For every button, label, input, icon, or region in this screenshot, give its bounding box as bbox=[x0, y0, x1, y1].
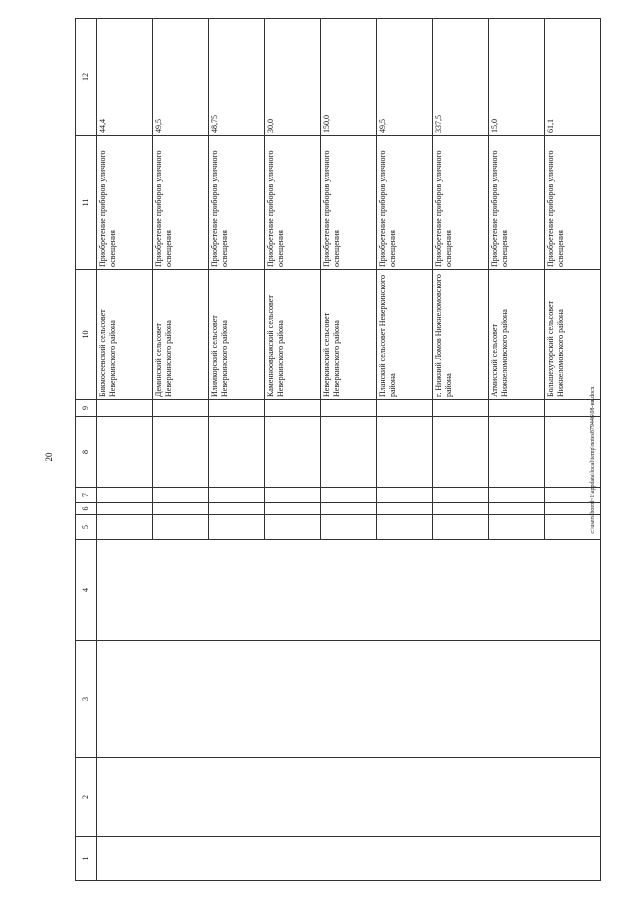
amount-cell: 15,0 bbox=[489, 19, 545, 136]
table-cell bbox=[489, 417, 545, 488]
table-cell bbox=[545, 503, 601, 515]
table-cell bbox=[265, 503, 321, 515]
table-cell bbox=[545, 417, 601, 488]
table-cell bbox=[545, 488, 601, 503]
table-cell bbox=[489, 515, 545, 540]
table-cell bbox=[153, 503, 209, 515]
table-cell bbox=[209, 503, 265, 515]
purpose-cell: Приобретение приборов уличного освещения bbox=[153, 136, 209, 270]
municipality-cell: Планский сельсовет Неверкинского района bbox=[377, 270, 433, 400]
purpose-cell: Приобретение приборов уличного освещения bbox=[433, 136, 489, 270]
amount-cell: 30,0 bbox=[265, 19, 321, 136]
table-cell bbox=[153, 400, 209, 417]
table-cell bbox=[97, 641, 601, 758]
footer-file-path: c:\users\borol~1\appdata\local\temp\notes879446\08-ия.docx bbox=[590, 386, 596, 534]
document-table bbox=[75, 18, 601, 881]
table-cell bbox=[97, 400, 153, 417]
table-cell bbox=[97, 503, 153, 515]
table-cell bbox=[97, 758, 601, 837]
table-cell bbox=[433, 400, 489, 417]
column-header: 10 bbox=[76, 270, 97, 400]
column-header: 2 bbox=[76, 758, 97, 837]
table-cell bbox=[433, 488, 489, 503]
table-cell bbox=[321, 417, 377, 488]
table-cell bbox=[321, 503, 377, 515]
table-cell bbox=[377, 417, 433, 488]
table-cell bbox=[321, 515, 377, 540]
table-cell bbox=[377, 400, 433, 417]
amount-cell: 150,0 bbox=[321, 19, 377, 136]
column-header: 6 bbox=[76, 503, 97, 515]
table-cell bbox=[489, 488, 545, 503]
purpose-cell: Приобретение приборов уличного освещения bbox=[209, 136, 265, 270]
municipality-cell: Каменноовражский сельсовет Неверкинского района bbox=[265, 270, 321, 400]
column-header: 9 bbox=[76, 400, 97, 417]
municipality-cell: Илимкорский сельсовет Неверкинского района bbox=[209, 270, 265, 400]
purpose-cell: Приобретение приборов уличного освещения bbox=[545, 136, 601, 270]
table-cell bbox=[321, 400, 377, 417]
table-cell bbox=[377, 503, 433, 515]
municipality-cell: Неверкинский сельсовет Неверкинского района bbox=[321, 270, 377, 400]
amount-cell: 44,4 bbox=[97, 19, 153, 136]
column-header: 12 bbox=[76, 19, 97, 136]
table-cell bbox=[265, 417, 321, 488]
table-cell bbox=[153, 488, 209, 503]
table-cell bbox=[489, 503, 545, 515]
purpose-cell: Приобретение приборов уличного освещения bbox=[97, 136, 153, 270]
table-cell bbox=[489, 400, 545, 417]
table-cell bbox=[97, 540, 601, 641]
table-cell bbox=[97, 417, 153, 488]
amount-cell: 49,5 bbox=[377, 19, 433, 136]
amount-cell: 48,75 bbox=[209, 19, 265, 136]
amount-cell: 61,1 bbox=[545, 19, 601, 136]
table-cell bbox=[433, 417, 489, 488]
column-header: 5 bbox=[76, 515, 97, 540]
table-cell bbox=[97, 515, 153, 540]
table-cell bbox=[265, 488, 321, 503]
purpose-cell: Приобретение приборов уличного освещения bbox=[321, 136, 377, 270]
document-table-container bbox=[75, 19, 579, 881]
table-cell bbox=[433, 503, 489, 515]
table-cell bbox=[545, 515, 601, 540]
purpose-cell: Приобретение приборов уличного освещения bbox=[377, 136, 433, 270]
column-header: 11 bbox=[76, 136, 97, 270]
municipality-cell: Большехуторский сельсовет Нижнеломовского района bbox=[545, 270, 601, 400]
municipality-cell: г. Нижний Ломов Нижнеломовского района bbox=[433, 270, 489, 400]
table-cell bbox=[153, 417, 209, 488]
municipality-cell: Атмисский сельсовет Нижнеломовского района bbox=[489, 270, 545, 400]
table-cell bbox=[265, 400, 321, 417]
purpose-cell: Приобретение приборов уличного освещения bbox=[489, 136, 545, 270]
table-cell bbox=[265, 515, 321, 540]
amount-cell: 49,5 bbox=[153, 19, 209, 136]
table-cell bbox=[209, 515, 265, 540]
table-cell bbox=[433, 515, 489, 540]
purpose-cell: Приобретение приборов уличного освещения bbox=[265, 136, 321, 270]
table-cell bbox=[153, 515, 209, 540]
municipality-cell: Деминский сельсовет Неверкинского района bbox=[153, 270, 209, 400]
page-number: 20 bbox=[44, 452, 54, 462]
column-header: 3 bbox=[76, 641, 97, 758]
table-cell bbox=[377, 515, 433, 540]
column-header: 8 bbox=[76, 417, 97, 488]
column-header: 4 bbox=[76, 540, 97, 641]
column-header: 1 bbox=[76, 837, 97, 881]
table-cell bbox=[377, 488, 433, 503]
table-row bbox=[97, 19, 153, 881]
table-cell bbox=[97, 488, 153, 503]
municipality-cell: Бикмосеевский сельсовет Неверкинского района bbox=[97, 270, 153, 400]
table-cell bbox=[209, 417, 265, 488]
amount-cell: 337,5 bbox=[433, 19, 489, 136]
table-cell bbox=[321, 488, 377, 503]
table-cell bbox=[545, 400, 601, 417]
table-cell bbox=[209, 400, 265, 417]
table-cell bbox=[209, 488, 265, 503]
column-header: 7 bbox=[76, 488, 97, 503]
column-number-row bbox=[76, 19, 97, 881]
table-cell bbox=[97, 837, 601, 881]
